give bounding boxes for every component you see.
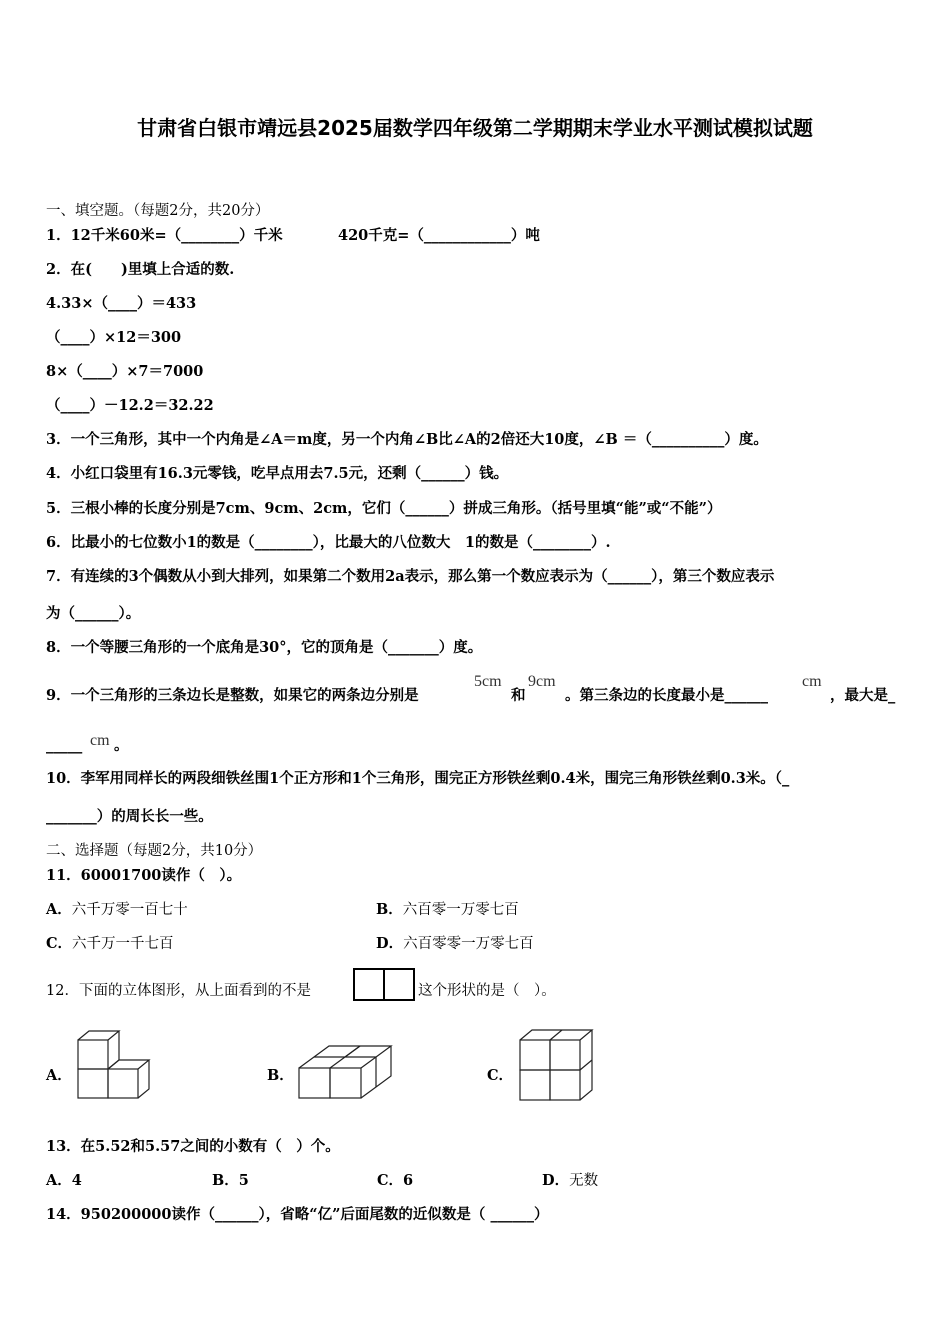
option-text: 6 [403, 1172, 414, 1189]
question-9-line-2-end: 。 [114, 737, 129, 754]
two-squares-top-view-icon [353, 968, 415, 1001]
question-2-line-1: 4.33×（____）＝433 [46, 295, 197, 312]
question-7-line-2: 为（______）。 [46, 605, 141, 622]
option-letter: D． [376, 935, 404, 952]
question-10-line-2: _______）的周长长一些。 [46, 808, 213, 825]
question-13-stem: 13．在5.52和5.57之间的小数有（ ）个。 [46, 1138, 340, 1155]
option-letter: A． [46, 1067, 72, 1084]
option-letter: C． [377, 1172, 404, 1189]
question-12-option-a[interactable] [46, 1066, 72, 1086]
question-9-unit-cm-a: cm [802, 673, 822, 690]
question-1-part-b: 420千克=（____________）吨 [338, 227, 540, 244]
option-letter: B． [212, 1172, 239, 1189]
question-9-unit-9cm: 9cm [528, 673, 556, 690]
option-letter: D． [542, 1172, 570, 1189]
question-5: 5．三根小棒的长度分别是7cm、9cm、2cm，它们（______）拼成三角形。（括号里填“能”或“不能”） [46, 500, 722, 517]
question-9-line-2-blank: _____ [46, 737, 83, 754]
question-10-line-1: 10．李军用同样长的两段细铁丝围1个正方形和1个三角形，围完正方形铁丝剩0.4米，围完三角形铁丝剩0.3米。（_ [46, 770, 790, 787]
option-letter: A． [46, 901, 72, 918]
question-13-option-c[interactable] [377, 1171, 413, 1191]
option-letter: A． [46, 1172, 72, 1189]
question-11-stem: 11．60001700读作（ ）。 [46, 867, 242, 884]
question-12-stem-start: 12．下面的立体图形，从上面看到的不是 [46, 983, 311, 999]
option-letter: C． [46, 935, 73, 952]
exam-title: 甘肃省白银市靖远县2025届数学四年级第二学期期末学业水平测试模拟试题 [137, 116, 813, 140]
question-4: 4．小红口袋里有16.3元零钱，吃早点用去7.5元，还剩（______）钱。 [46, 465, 509, 482]
option-text: 5 [238, 1172, 249, 1189]
question-11-option-d[interactable] [376, 934, 534, 954]
question-2-stem: 2．在( )里填上合适的数. [46, 261, 235, 278]
option-text: 六百零零一万零七百 [403, 936, 534, 952]
question-2-line-2: （____）×12＝300 [46, 329, 182, 346]
question-12-option-c[interactable] [487, 1066, 513, 1086]
question-13-option-a[interactable] [46, 1171, 82, 1191]
question-9-unit-5cm: 5cm [474, 673, 502, 690]
question-7-line-1: 7．有连续的3个偶数从小到大排列，如果第二个数用2a表示，那么第一个数应表示为（______），第三个数应表示 [46, 568, 775, 585]
question-9-part-2: 。第三条边的长度最小是______ [565, 687, 768, 704]
section1-heading: 一、填空题。（每题2分，共20分） [46, 203, 270, 219]
option-letter: B． [376, 901, 403, 918]
question-12-stem-end: 这个形状的是（ ）。 [418, 983, 556, 999]
question-11-option-c[interactable] [46, 934, 174, 954]
question-9-part-1: 9．一个三角形的三条边长是整数，如果它的两条边分别是 [46, 687, 419, 704]
cube-stack-a-icon [77, 1030, 151, 1100]
cube-stack-b-icon [298, 1045, 393, 1100]
option-text: 六千万一千七百 [72, 936, 174, 952]
question-9-unit-cm-b: cm [90, 732, 110, 749]
option-letter: B． [267, 1067, 294, 1084]
option-text: 六百零一万零七百 [402, 902, 519, 918]
question-11-option-a[interactable] [46, 900, 188, 920]
option-letter: C． [487, 1067, 514, 1084]
question-13-option-b[interactable] [212, 1171, 249, 1191]
option-text: 六千万零一百七十 [71, 902, 188, 918]
question-1-part-a: 1．12千米60米=（________）千米 [46, 227, 283, 244]
question-13-option-d[interactable] [542, 1171, 598, 1191]
question-11-option-b[interactable] [376, 900, 519, 920]
question-8: 8．一个等腰三角形的一个底角是30°，它的顶角是（_______）度。 [46, 639, 483, 656]
question-6: 6．比最小的七位数小1的数是（________），比最大的八位数大 1的数是（________）. [46, 534, 611, 551]
section2-heading: 二、选择题（每题2分，共10分） [46, 843, 263, 859]
option-text: 4 [71, 1172, 82, 1189]
question-2-line-3: 8×（____）×7＝7000 [46, 363, 204, 380]
question-9-part-3: ，最大是_ [830, 687, 896, 704]
cube-stack-c-icon [519, 1029, 595, 1101]
question-3: 3．一个三角形，其中一个内角是∠A＝m度，另一个内角∠B比∠A的2倍还大10度，∠B ＝（__________）度。 [46, 431, 768, 448]
option-text: 无数 [569, 1173, 599, 1189]
question-2-line-4: （____）－12.2＝32.22 [46, 397, 214, 414]
question-9-and: 和 [511, 687, 526, 704]
question-12-option-b[interactable] [267, 1066, 294, 1086]
question-14: 14．950200000读作（______），省略“亿”后面尾数的近似数是（ ______） [46, 1206, 549, 1223]
